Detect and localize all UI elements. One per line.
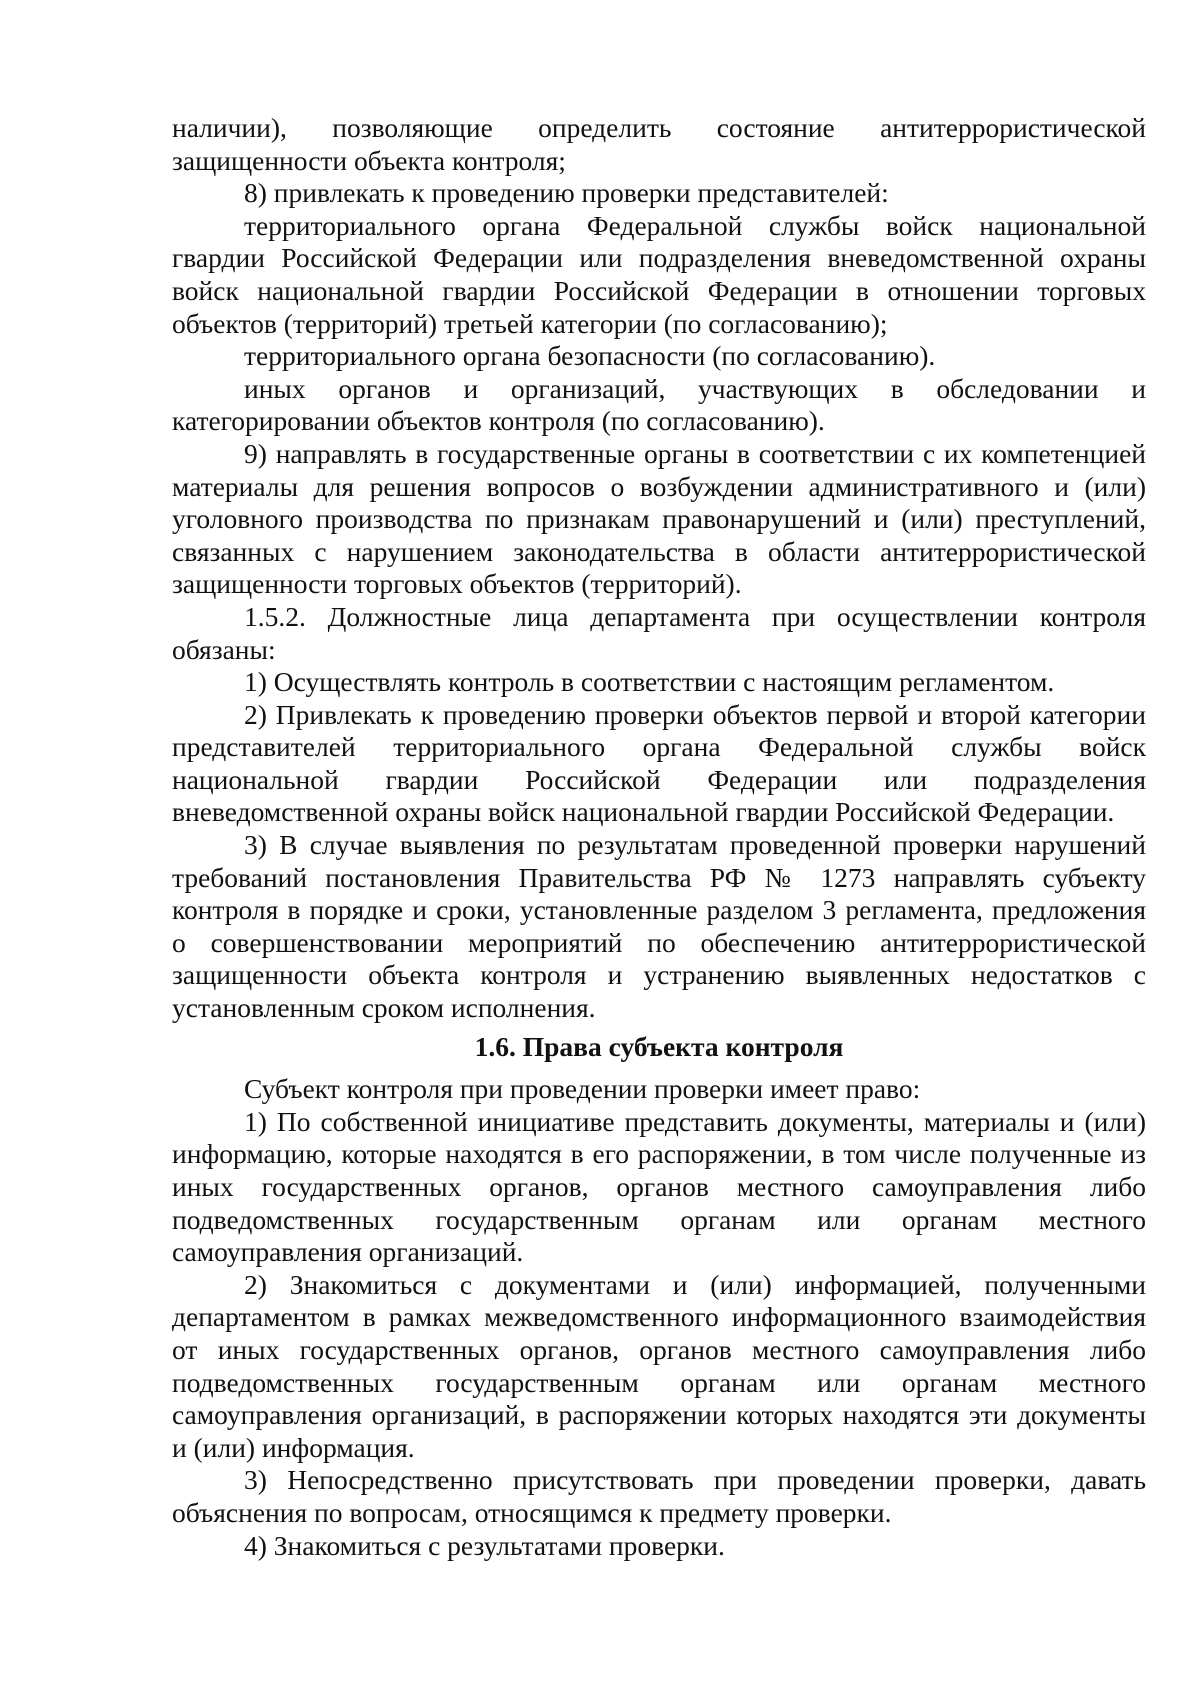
paragraph-r1: 1) По собственной инициативе представить документы, материалы и (или) информацию, которые находятся в его распоряжении, в том числе полученные из иных государственных органов, органов местного самоуправления либо подведомственных государственным органам или органам местного самоуправления организаций.: [172, 1105, 1146, 1268]
document-page: [172, 112, 1146, 1562]
paragraph-9: 9) направлять в государственные органы в соответствии с их компетенцией материалы для решения вопросов о возбуждении административного и (или) уголовного производства по признакам правонарушений и (или) преступлений, связанных с нарушением законодательства в области антитеррористической защищенности торговых объектов (территорий).: [172, 437, 1146, 600]
paragraph-8: 8) привлекать к проведению проверки представителей:: [244, 177, 889, 209]
document-body-part-2: [172, 1073, 1146, 1562]
paragraph-r2: 2) Знакомиться с документами и (или) информацией, полученными департаментом в рамках межведомственного информационного взаимодействия от иных государственных органов, органов местного самоуправления либо подведомственных государственным органам или органам местного самоуправления организаций, в распоряжении которых находятся эти документы и (или) информация.: [172, 1268, 1146, 1463]
paragraph-152: 1.5.2. Должностные лица департамента при осуществлении контроля обязаны:: [172, 600, 1146, 665]
paragraph-cont: наличии), позволяющие определить состояние антитеррористической защищенности объекта контроля;: [172, 112, 1146, 176]
paragraph-8a: территориального органа Федеральной службы войск национальной гвардии Российской Федерации или подразделения вневедомственной охраны войск национальной гвардии Российской Федерации в отношении торговых объектов (территорий) третьей категории (по согласованию);: [172, 209, 1146, 339]
paragraph-r0: Субъект контроля при проведении проверки имеет право:: [244, 1073, 921, 1105]
paragraph-o1: 1) Осуществлять контроль в соответствии с настоящим регламентом.: [244, 666, 1055, 698]
document-body-part-1: [172, 112, 1146, 1025]
paragraph-o2: 2) Привлекать к проведению проверки объектов первой и второй категории представителей территориального органа Федеральной службы войск национальной гвардии Российской Федерации или подразделения вневедомственной охраны войск национальной гвардии Российской Федерации.: [172, 698, 1146, 828]
paragraph-8b: территориального органа безопасности (по согласованию).: [244, 340, 936, 372]
paragraph-8c: иных органов и организаций, участвующих в обследовании и категорировании объектов контроля (по согласованию).: [172, 372, 1146, 437]
paragraph-o3: 3) В случае выявления по результатам проведенной проверки нарушений требований постановления Правительства РФ № 1273 направлять субъекту контроля в порядке и сроки, установленные разделом 3 регламента, предложения о совершенствовании мероприятий по обеспечению антитеррористической защищенности объекта контроля и устранению выявленных недостатков с установленным сроком исполнения.: [172, 829, 1146, 1024]
paragraph-r3: 3) Непосредственно присутствовать при проведении проверки, давать объяснения по вопросам, относящимся к предмету проверки.: [172, 1464, 1146, 1528]
section-heading: 1.6. Права субъекта контроля: [474, 1030, 844, 1062]
paragraph-r4: 4) Знакомиться с результатами проверки.: [244, 1529, 725, 1561]
